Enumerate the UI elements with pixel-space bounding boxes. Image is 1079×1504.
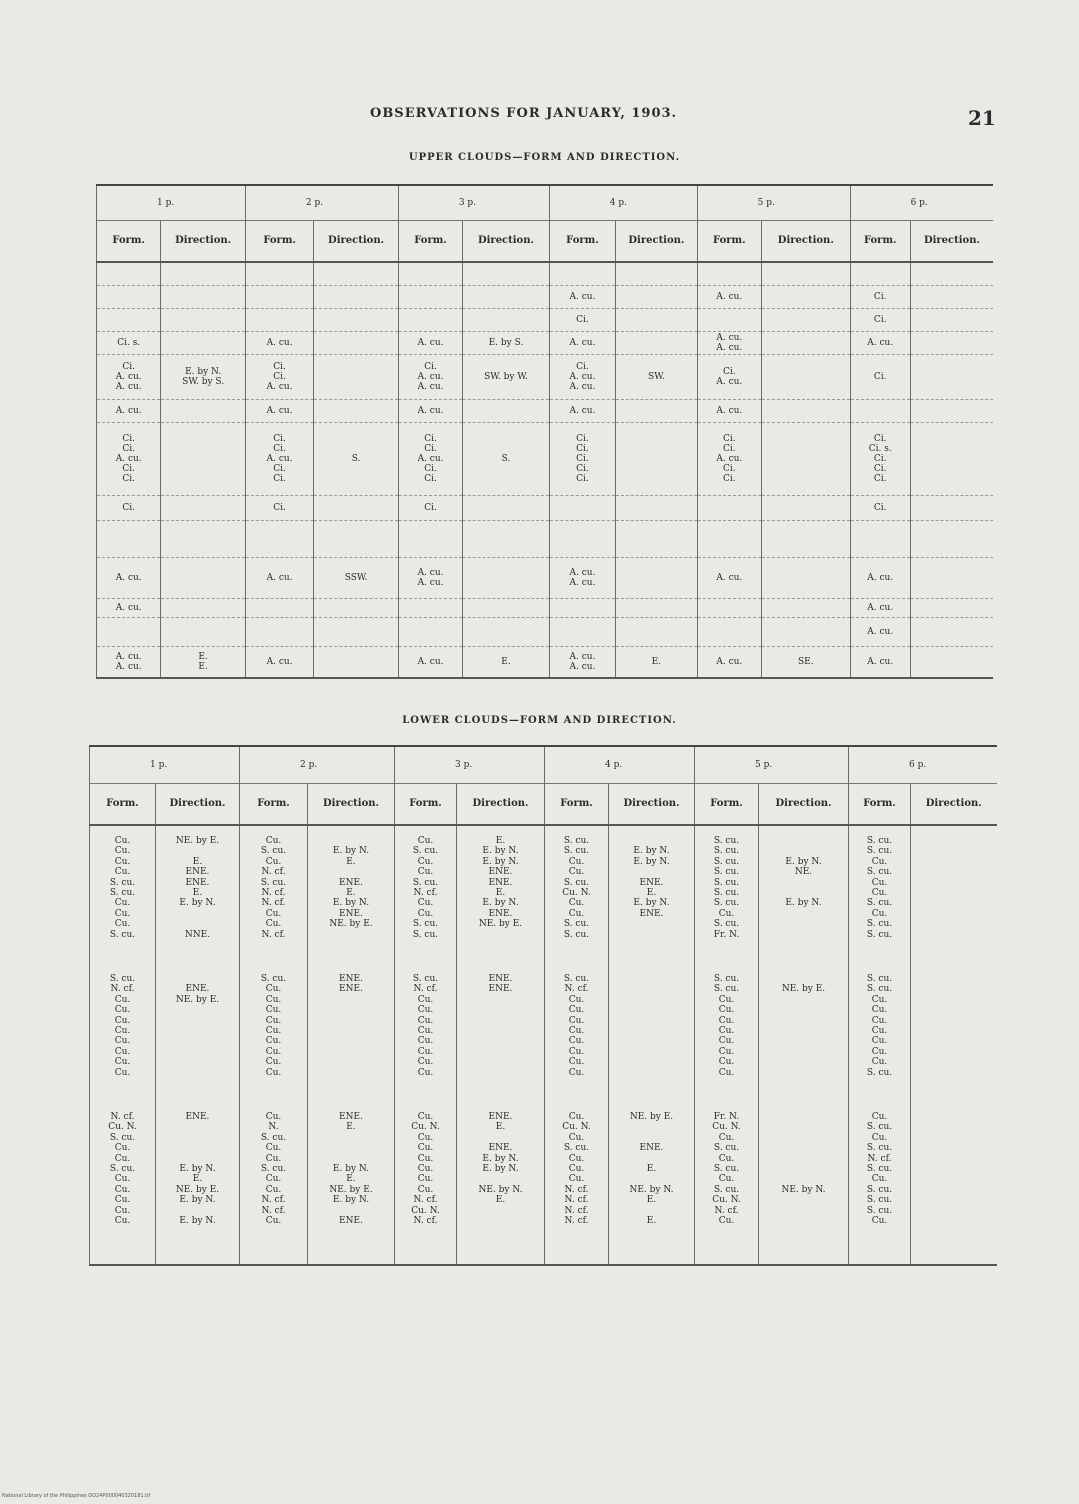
direction-cell <box>762 332 851 355</box>
form-cell: A. cu. A. cu. <box>549 647 615 679</box>
upper-direction-header: Direction. <box>314 221 399 263</box>
upper-hour-header: 5 p. <box>697 185 850 221</box>
form-cell: Cu. S. cu. Cu. S. cu. N. cf. S. cu. Cu. S. cu. S. cu. S. cu. Cu. <box>849 1102 911 1265</box>
form-cell: A. cu. <box>850 599 910 618</box>
upper-hour-header: 3 p. <box>398 185 549 221</box>
direction-cell <box>762 309 851 332</box>
table-row <box>97 496 994 521</box>
form-cell <box>97 618 161 647</box>
form-cell <box>697 262 761 286</box>
lower-direction-header: Direction. <box>609 784 695 826</box>
direction-cell <box>463 618 550 647</box>
form-cell: A. cu. <box>245 400 313 423</box>
direction-cell <box>616 400 698 423</box>
lower-hour-header: 5 p. <box>695 746 849 784</box>
form-cell <box>245 286 313 309</box>
form-cell <box>697 521 761 558</box>
direction-cell <box>463 400 550 423</box>
form-cell: Ci. Ci. s. Ci. Ci. Ci. <box>850 423 910 496</box>
direction-cell <box>910 496 993 521</box>
upper-direction-header: Direction. <box>463 221 550 263</box>
direction-cell <box>762 423 851 496</box>
direction-cell <box>910 558 993 599</box>
direction-cell <box>314 262 399 286</box>
form-cell <box>97 262 161 286</box>
direction-cell <box>911 825 997 964</box>
direction-cell: NE. by N. <box>759 1102 849 1265</box>
form-cell: A. cu. <box>398 332 462 355</box>
table-row <box>97 521 994 558</box>
direction-cell: NE. by E. E. ENE. ENE. E. E. by N. NNE. <box>156 825 240 964</box>
upper-direction-header: Direction. <box>762 221 851 263</box>
direction-cell <box>463 521 550 558</box>
form-cell: S. cu. S. cu. Cu. S. cu. Cu. Cu. S. cu. Cu. S. cu. S. cu. <box>849 825 911 964</box>
upper-direction-header: Direction. <box>161 221 246 263</box>
table-row <box>97 309 994 332</box>
form-cell: Ci. <box>245 496 313 521</box>
form-cell: Ci. <box>850 309 910 332</box>
direction-cell <box>910 647 993 679</box>
direction-cell: E. <box>463 647 550 679</box>
upper-form-header: Form. <box>850 221 910 263</box>
direction-cell <box>314 599 399 618</box>
direction-cell <box>910 400 993 423</box>
form-cell: Cu. Cu. N. Cu. Cu. Cu. Cu. Cu. Cu. N. cf. Cu. N. N. cf. <box>395 1102 457 1265</box>
form-cell <box>245 521 313 558</box>
direction-cell <box>616 332 698 355</box>
lower-hour-header: 2 p. <box>240 746 395 784</box>
direction-cell: E. E. by N. E. by N. ENE. ENE. E. E. by N. ENE. NE. by E. <box>457 825 545 964</box>
direction-cell <box>910 355 993 400</box>
direction-cell <box>911 964 997 1102</box>
form-cell: Ci. <box>850 286 910 309</box>
form-cell: Ci. <box>398 496 462 521</box>
direction-cell <box>314 647 399 679</box>
direction-cell <box>762 286 851 309</box>
form-cell: S. cu. S. cu. S. cu. S. cu. S. cu. S. cu. S. cu. Cu. S. cu. Fr. N. <box>695 825 759 964</box>
form-cell: S. cu. S. cu. Cu. Cu. Cu. Cu. Cu. Cu. Cu. Cu. <box>695 964 759 1102</box>
upper-form-header: Form. <box>97 221 161 263</box>
form-cell: Ci. <box>97 496 161 521</box>
form-cell <box>97 309 161 332</box>
form-cell: Cu. Cu. Cu. Cu. S. cu. S. cu. Cu. Cu. Cu. S. cu. <box>90 825 156 964</box>
page-title: OBSERVATIONS FOR JANUARY, 1903. <box>370 106 678 121</box>
direction-cell <box>762 355 851 400</box>
direction-cell <box>463 262 550 286</box>
table-row <box>97 599 994 618</box>
form-cell <box>549 262 615 286</box>
direction-cell: ENE. NE. by E. <box>156 964 240 1102</box>
direction-cell <box>762 599 851 618</box>
page-header <box>0 100 1079 130</box>
direction-cell: S. <box>314 423 399 496</box>
lower-direction-header: Direction. <box>308 784 395 826</box>
direction-cell: NE. by E. <box>759 964 849 1102</box>
form-cell: A. cu. <box>97 599 161 618</box>
direction-cell <box>762 262 851 286</box>
direction-cell <box>762 521 851 558</box>
direction-cell: E. by N. SW. by S. <box>161 355 246 400</box>
upper-form-header: Form. <box>245 221 313 263</box>
direction-cell <box>910 521 993 558</box>
direction-cell <box>762 496 851 521</box>
lower-form-header: Form. <box>695 784 759 826</box>
direction-cell: ENE. E. E. by N. E. NE. by E. E. by N. ENE. <box>308 1102 395 1265</box>
form-cell <box>549 521 615 558</box>
form-cell: A. cu. <box>549 286 615 309</box>
lower-form-header: Form. <box>240 784 308 826</box>
form-cell: A. cu. <box>850 618 910 647</box>
form-cell <box>398 618 462 647</box>
direction-cell: SW. by W. <box>463 355 550 400</box>
upper-form-header: Form. <box>697 221 761 263</box>
table-row <box>97 262 994 286</box>
lower-hour-header: 6 p. <box>849 746 997 784</box>
form-cell: Ci. Ci. Ci. Ci. Ci. <box>549 423 615 496</box>
direction-cell <box>161 558 246 599</box>
direction-cell <box>616 558 698 599</box>
direction-cell <box>762 400 851 423</box>
direction-cell: SW. <box>616 355 698 400</box>
direction-cell: E. by N. E. ENE. E. E. by N. ENE. NE. by E. <box>308 825 395 964</box>
direction-cell <box>463 599 550 618</box>
form-cell: A. cu. A. cu. <box>398 558 462 599</box>
form-cell <box>549 599 615 618</box>
form-cell <box>97 521 161 558</box>
form-cell: Cu. S. cu. Cu. Cu. S. cu. N. cf. Cu. Cu. S. cu. S. cu. <box>395 825 457 964</box>
lower-direction-header: Direction. <box>759 784 849 826</box>
form-cell <box>850 521 910 558</box>
form-cell: Ci. A. cu. A. cu. <box>97 355 161 400</box>
direction-cell <box>314 309 399 332</box>
direction-cell: SSW. <box>314 558 399 599</box>
lower-form-header: Form. <box>90 784 156 826</box>
lower-clouds-title: LOWER CLOUDS—FORM AND DIRECTION. <box>402 715 677 726</box>
form-cell <box>245 262 313 286</box>
direction-cell <box>910 332 993 355</box>
form-cell <box>697 309 761 332</box>
table-row <box>90 1102 997 1265</box>
upper-clouds-table <box>96 184 993 679</box>
direction-cell <box>314 496 399 521</box>
direction-cell: E. by S. <box>463 332 550 355</box>
lower-direction-header: Direction. <box>457 784 545 826</box>
table-row <box>97 286 994 309</box>
direction-cell: E. E. <box>161 647 246 679</box>
direction-cell <box>161 400 246 423</box>
direction-cell <box>910 309 993 332</box>
form-cell: Cu. N. S. cu. Cu. Cu. S. cu. Cu. Cu. N. cf. N. cf. Cu. <box>240 1102 308 1265</box>
lower-form-header: Form. <box>545 784 609 826</box>
form-cell: Ci. A. cu. <box>697 355 761 400</box>
direction-cell <box>910 423 993 496</box>
direction-cell <box>463 558 550 599</box>
direction-cell: ENE. ENE. <box>457 964 545 1102</box>
form-cell: Ci. Ci. A. cu. Ci. Ci. <box>97 423 161 496</box>
form-cell: A. cu. <box>549 400 615 423</box>
direction-cell <box>463 496 550 521</box>
upper-form-header: Form. <box>398 221 462 263</box>
form-cell <box>398 599 462 618</box>
direction-cell <box>616 423 698 496</box>
direction-cell <box>762 618 851 647</box>
direction-cell <box>616 262 698 286</box>
form-cell <box>97 286 161 309</box>
form-cell: Ci. s. <box>97 332 161 355</box>
form-cell <box>850 400 910 423</box>
direction-cell <box>910 286 993 309</box>
direction-cell <box>161 262 246 286</box>
upper-clouds-title: UPPER CLOUDS—FORM AND DIRECTION. <box>408 152 681 163</box>
form-cell: A. cu. <box>850 558 910 599</box>
direction-cell <box>910 599 993 618</box>
direction-cell <box>616 286 698 309</box>
form-cell: S. cu. N. cf. Cu. Cu. Cu. Cu. Cu. Cu. Cu. Cu. <box>545 964 609 1102</box>
form-cell: Ci. <box>549 309 615 332</box>
form-cell: Ci. <box>850 496 910 521</box>
direction-cell: ENE. E. ENE. E. by N. E. by N. NE. by N. E. <box>457 1102 545 1265</box>
direction-cell: ENE. E. by N. E. NE. by E. E. by N. E. by N. <box>156 1102 240 1265</box>
direction-cell <box>161 309 246 332</box>
form-cell: A. cu. <box>697 286 761 309</box>
direction-cell <box>616 618 698 647</box>
lower-form-header: Form. <box>849 784 911 826</box>
form-cell: A. cu. A. cu. <box>97 647 161 679</box>
upper-hour-header: 6 p. <box>850 185 993 221</box>
form-cell: A. cu. <box>697 647 761 679</box>
form-cell <box>245 599 313 618</box>
direction-cell <box>762 558 851 599</box>
direction-cell <box>314 400 399 423</box>
direction-cell <box>463 286 550 309</box>
form-cell: Fr. N. Cu. N. Cu. S. cu. Cu. S. cu. Cu. S. cu. Cu. N. N. cf. Cu. <box>695 1102 759 1265</box>
form-cell: Ci. Ci. A. cu. Ci. Ci. <box>697 423 761 496</box>
form-cell: A. cu. <box>245 558 313 599</box>
direction-cell <box>161 332 246 355</box>
form-cell: Ci. <box>850 355 910 400</box>
direction-cell <box>910 618 993 647</box>
lower-direction-header: Direction. <box>911 784 997 826</box>
form-cell: A. cu. A. cu. <box>549 558 615 599</box>
form-cell: Ci. A. cu. A. cu. <box>549 355 615 400</box>
lower-hour-header: 1 p. <box>90 746 240 784</box>
footer-note: National Library of the Philippines DO24P000040320181.tif <box>2 1493 151 1499</box>
direction-cell <box>161 599 246 618</box>
form-cell: S. cu. Cu. Cu. Cu. Cu. Cu. Cu. Cu. Cu. Cu. <box>240 964 308 1102</box>
direction-cell <box>314 286 399 309</box>
form-cell <box>697 599 761 618</box>
form-cell: S. cu. S. cu. Cu. Cu. Cu. Cu. Cu. Cu. Cu. S. cu. <box>849 964 911 1102</box>
form-cell <box>549 496 615 521</box>
form-cell <box>245 309 313 332</box>
form-cell: S. cu. N. cf. Cu. Cu. Cu. Cu. Cu. Cu. Cu. Cu. <box>90 964 156 1102</box>
direction-cell <box>161 496 246 521</box>
direction-cell <box>616 521 698 558</box>
form-cell: A. cu. <box>398 400 462 423</box>
form-cell: A. cu. <box>97 400 161 423</box>
form-cell: N. cf. Cu. N. S. cu. Cu. Cu. S. cu. Cu. Cu. Cu. Cu. Cu. <box>90 1102 156 1265</box>
lower-direction-header: Direction. <box>156 784 240 826</box>
form-cell <box>398 262 462 286</box>
direction-cell <box>910 262 993 286</box>
page-number: 21 <box>968 106 996 130</box>
form-cell: A. cu. A. cu. <box>697 332 761 355</box>
direction-cell: SE. <box>762 647 851 679</box>
direction-cell: E. by N. E. by N. ENE. E. E. by N. ENE. <box>609 825 695 964</box>
direction-cell: S. <box>463 423 550 496</box>
direction-cell <box>616 309 698 332</box>
direction-cell <box>314 355 399 400</box>
form-cell: A. cu. <box>245 647 313 679</box>
lower-clouds-table <box>89 745 997 1266</box>
table-row <box>90 964 997 1102</box>
form-cell: A. cu. <box>850 647 910 679</box>
form-cell: S. cu. S. cu. Cu. Cu. S. cu. Cu. N. Cu. Cu. S. cu. S. cu. <box>545 825 609 964</box>
table-row <box>97 332 994 355</box>
upper-direction-header: Direction. <box>616 221 698 263</box>
direction-cell <box>463 309 550 332</box>
form-cell: A. cu. <box>398 647 462 679</box>
table-row <box>97 423 994 496</box>
direction-cell <box>161 618 246 647</box>
direction-cell <box>161 521 246 558</box>
form-cell <box>398 521 462 558</box>
form-cell: Ci. Ci. A. cu. Ci. Ci. <box>245 423 313 496</box>
form-cell <box>398 286 462 309</box>
form-cell: Ci. Ci. A. cu. Ci. Ci. <box>398 423 462 496</box>
direction-cell: NE. by E. ENE. E. NE. by N. E. E. <box>609 1102 695 1265</box>
table-row <box>97 647 994 679</box>
direction-cell: ENE. ENE. <box>308 964 395 1102</box>
form-cell: A. cu. <box>549 332 615 355</box>
table-row <box>97 618 994 647</box>
table-row <box>97 400 994 423</box>
upper-hour-header: 2 p. <box>245 185 398 221</box>
form-cell: A. cu. <box>697 558 761 599</box>
table-row <box>97 558 994 599</box>
lower-form-header: Form. <box>395 784 457 826</box>
direction-cell <box>314 332 399 355</box>
form-cell <box>245 618 313 647</box>
upper-form-header: Form. <box>549 221 615 263</box>
table-row <box>97 355 994 400</box>
form-cell: Cu. S. cu. Cu. N. cf. S. cu. N. cf. N. cf. Cu. Cu. N. cf. <box>240 825 308 964</box>
direction-cell <box>911 1102 997 1265</box>
form-cell <box>697 618 761 647</box>
direction-cell <box>616 496 698 521</box>
direction-cell <box>161 286 246 309</box>
form-cell: A. cu. <box>850 332 910 355</box>
form-cell: A. cu. <box>697 400 761 423</box>
direction-cell <box>314 521 399 558</box>
upper-direction-header: Direction. <box>910 221 993 263</box>
direction-cell: E. by N. NE. E. by N. <box>759 825 849 964</box>
lower-hour-header: 4 p. <box>545 746 695 784</box>
direction-cell <box>161 423 246 496</box>
table-row <box>90 825 997 964</box>
upper-hour-header: 1 p. <box>97 185 246 221</box>
form-cell <box>398 309 462 332</box>
form-cell: A. cu. <box>245 332 313 355</box>
form-cell <box>697 496 761 521</box>
direction-cell: E. <box>616 647 698 679</box>
direction-cell <box>314 618 399 647</box>
direction-cell <box>609 964 695 1102</box>
form-cell: A. cu. <box>97 558 161 599</box>
direction-cell <box>616 599 698 618</box>
form-cell: Ci. Ci. A. cu. <box>245 355 313 400</box>
form-cell <box>549 618 615 647</box>
form-cell: Ci. A. cu. A. cu. <box>398 355 462 400</box>
form-cell: S. cu. N. cf. Cu. Cu. Cu. Cu. Cu. Cu. Cu. Cu. <box>395 964 457 1102</box>
form-cell: Cu. Cu. N. Cu. S. cu. Cu. Cu. Cu. N. cf. N. cf. N. cf. N. cf. <box>545 1102 609 1265</box>
upper-hour-header: 4 p. <box>549 185 697 221</box>
lower-hour-header: 3 p. <box>395 746 545 784</box>
form-cell <box>850 262 910 286</box>
